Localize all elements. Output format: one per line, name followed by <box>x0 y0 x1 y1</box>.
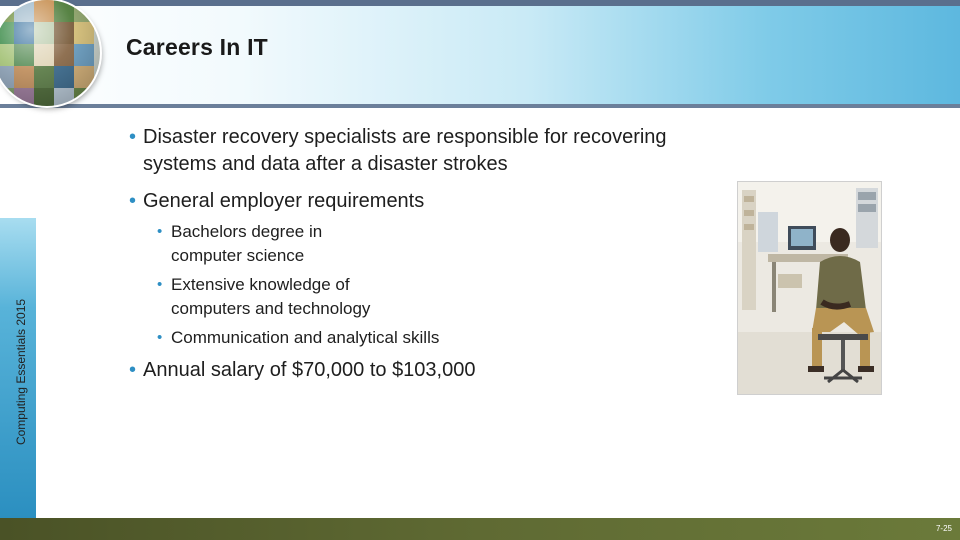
bullet-line: Disaster recovery specialists are responsible for recovering <box>143 126 667 148</box>
sub-bullet-line: computers and technology <box>171 299 371 318</box>
side-label: Computing Essentials 2015 <box>14 298 28 446</box>
bullet-icon: • <box>157 223 163 240</box>
sub-bullet-knowledge <box>157 273 371 321</box>
bullet-salary <box>129 357 476 384</box>
specialist-photo <box>737 181 882 395</box>
photo-globe-icon <box>0 0 100 106</box>
sub-bullet-degree <box>157 220 323 268</box>
bullet-line: systems and data after a disaster strokes <box>143 153 508 175</box>
sub-bullet-line: Extensive knowledge of <box>171 275 350 294</box>
bullet-icon: • <box>129 359 137 381</box>
bullet-line: Annual salary of $70,000 to $103,000 <box>143 359 476 381</box>
bullet-icon: • <box>129 126 137 148</box>
bullet-icon: • <box>157 276 163 293</box>
bullet-icon: • <box>129 190 137 212</box>
bottom-bar <box>0 518 960 540</box>
sub-bullet-line: computer science <box>171 246 305 265</box>
sub-bullet-line: Bachelors degree in <box>171 222 323 241</box>
bullet-line: General employer requirements <box>143 190 425 212</box>
bullet-disaster-recovery <box>129 124 667 178</box>
page-number: 7-25 <box>935 524 952 533</box>
header-divider <box>0 104 960 108</box>
sub-bullet-communication <box>157 326 440 350</box>
bullet-icon: • <box>157 329 163 346</box>
sub-bullet-line: Communication and analytical skills <box>171 328 440 347</box>
bullet-employer-requirements <box>129 188 425 215</box>
slide-title: Careers In IT <box>126 34 268 60</box>
